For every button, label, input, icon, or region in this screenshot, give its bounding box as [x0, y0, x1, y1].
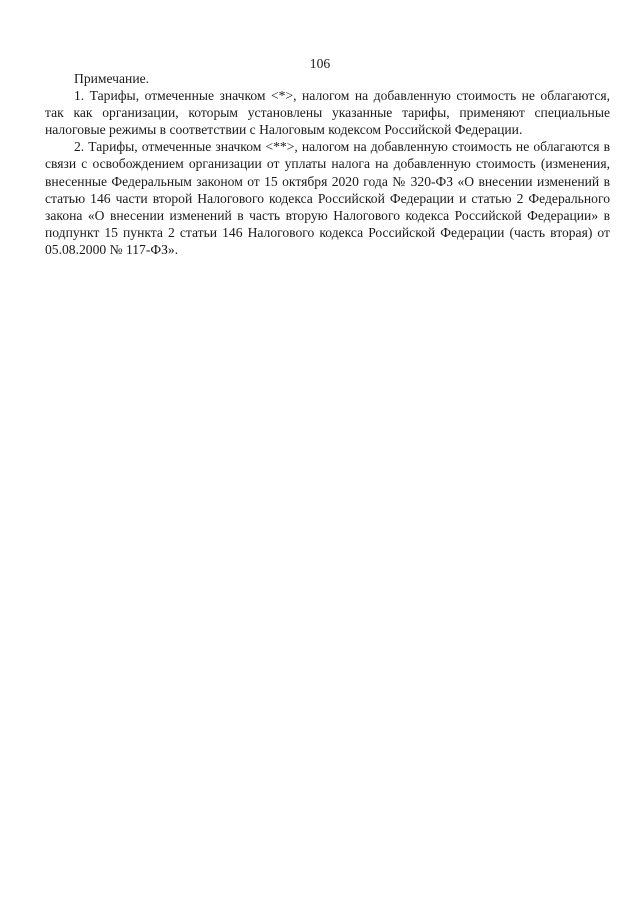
note-section	[45, 70, 610, 258]
note-paragraph-1: 1. Тарифы, отмеченные значком <*>, налогом на добавленную стоимость не облагаются, так как организации, которым установлены указанные тарифы, применяют специальные налоговые режимы в соответствии с Налоговым кодексом Российской Федерации.	[45, 88, 610, 138]
note-paragraph-2: 2. Тарифы, отмеченные значком <**>, налогом на добавленную стоимость не облагаются в связи с освобождением организации от уплаты налога на добавленную стоимость (изменения, внесенные Федеральным законом от 15 октября 2020 года № 320-ФЗ «О внесении изменений в статью 146 части второй Налогового кодекса Российской Федерации и статью 2 Федерального закона «О внесении изменений в часть вторую Налогового кодекса Российской Федерации» в подпункт 15 пункта 2 статьи 146 Налогового кодекса Российской Федерации (часть вторая) от 05.08.2000 № 117-ФЗ».	[45, 139, 610, 257]
note-heading: Примечание.	[74, 71, 150, 86]
page-number: 106	[309, 56, 331, 71]
